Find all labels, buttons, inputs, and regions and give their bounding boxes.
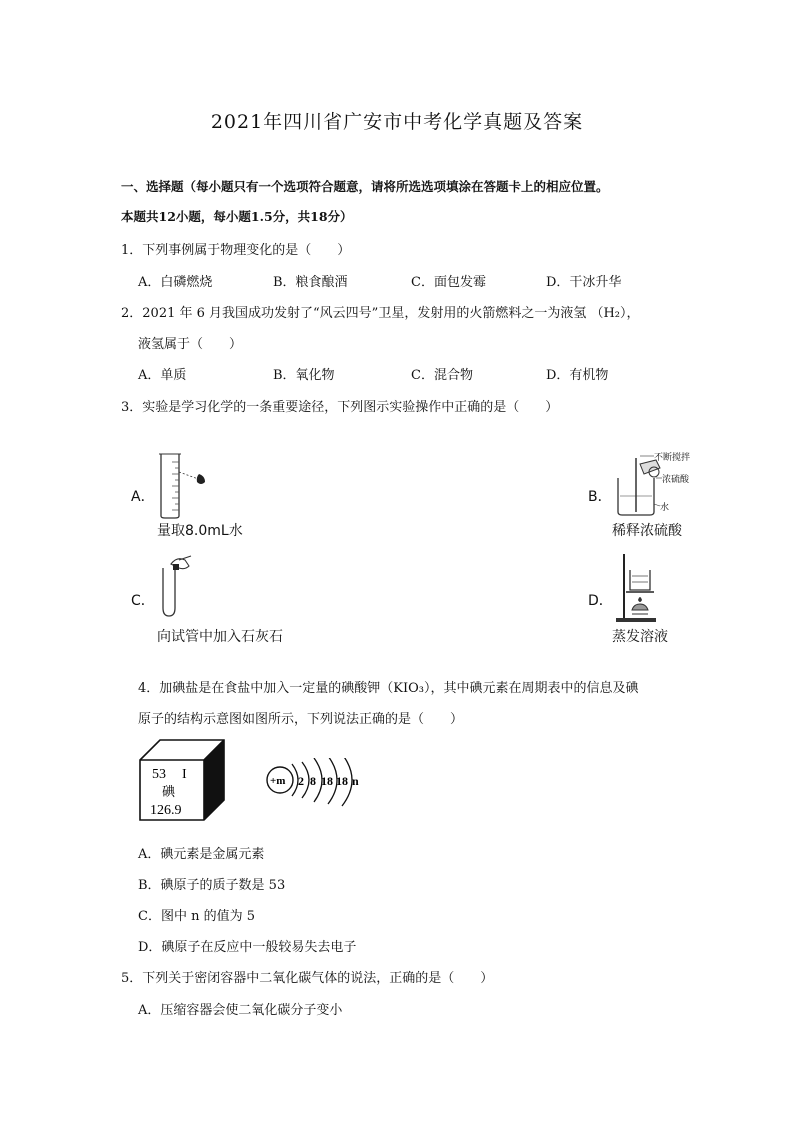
shell-4: 18 <box>336 774 348 788</box>
element-name: 碘 <box>162 784 176 799</box>
shell-2: 8 <box>310 774 316 788</box>
element-card-iodine <box>138 738 228 822</box>
q1-option-b: B．粮食酿酒 <box>273 275 348 290</box>
evaporation-icon <box>612 552 662 624</box>
q1-option-d: D．干冰升华 <box>546 275 622 290</box>
q4-option-b: B．碘原子的质子数是 53 <box>138 878 286 893</box>
q2-option-b: B．氧化物 <box>273 368 335 383</box>
label-acid: 浓硫酸 <box>662 474 690 484</box>
q2-option-a: A．单质 <box>138 368 187 383</box>
question-4-stem: 4．加碘盐是在食盐中加入一定量的碘酸钾（KIO₃），其中碘元素在周期表中的信息及碘 <box>138 681 639 696</box>
shell-3: 18 <box>321 774 333 788</box>
question-3-stem: 3．实验是学习化学的一条重要途径，下列图示实验操作中正确的是（ ） <box>121 400 559 415</box>
graduated-cylinder-icon <box>155 452 215 520</box>
question-5-stem: 5．下列关于密闭容器中二氧化碳气体的说法，正确的是（ ） <box>121 971 494 986</box>
shell-1: 2 <box>298 774 304 788</box>
figure-c-caption: 向试管中加入石灰石 <box>157 629 283 645</box>
figure-d-letter: D． <box>588 593 613 609</box>
label-stir: 不断搅拌 <box>654 452 691 462</box>
question-2-stem: 2．2021 年 6 月我国成功发射了“风云四号”卫星，发射用的火箭燃料之一为液氢 （H₂）， <box>121 306 640 321</box>
beaker-dilution-icon <box>610 452 700 518</box>
figure-d-caption: 蒸发溶液 <box>612 629 668 645</box>
figure-a-letter: A． <box>131 489 155 505</box>
atom-structure-diagram <box>262 758 382 820</box>
q1-option-c: C．面包发霉 <box>411 275 486 290</box>
element-symbol: I <box>182 767 187 782</box>
test-tube-icon <box>155 552 205 622</box>
section-heading: 一、选择题（每小题只有一个选项符合题意，请将所选选项填涂在答题卡上的相应位置。 <box>121 179 609 194</box>
q4-option-d: D．碘原子在反应中一般较易失去电子 <box>138 940 357 955</box>
shell-5: n <box>352 774 359 788</box>
q2-option-d: D．有机物 <box>546 368 609 383</box>
label-water: 水 <box>660 502 670 512</box>
atomic-number: 53 <box>152 767 166 782</box>
section-heading-cont: 本题共12小题，每小题1.5分，共18分） <box>121 209 353 224</box>
figure-a-caption: 量取8.0mL水 <box>157 523 243 539</box>
q4-option-c: C．图中 n 的值为 5 <box>138 909 255 924</box>
q1-option-a: A．白磷燃烧 <box>138 275 213 290</box>
q5-option-a: A．压缩容器会使二氧化碳分子变小 <box>138 1003 343 1018</box>
question-1-stem: 1．下列事例属于物理变化的是（ ） <box>121 243 351 258</box>
figure-b-letter: B． <box>588 489 612 505</box>
question-2-stem-cont: 液氢属于（ ） <box>138 337 243 352</box>
nucleus-label: +m <box>270 775 286 787</box>
q4-option-a: A．碘元素是金属元素 <box>138 847 265 862</box>
q2-option-c: C．混合物 <box>411 368 473 383</box>
figure-c-letter: C． <box>131 593 155 609</box>
figure-b-caption: 稀释浓硫酸 <box>612 523 682 539</box>
question-4-stem-cont: 原子的结构示意图如图所示，下列说法正确的是（ ） <box>138 712 464 727</box>
atomic-mass: 126.9 <box>150 803 182 818</box>
page-title: 2021年四川省广安市中考化学真题及答案 <box>210 111 584 133</box>
